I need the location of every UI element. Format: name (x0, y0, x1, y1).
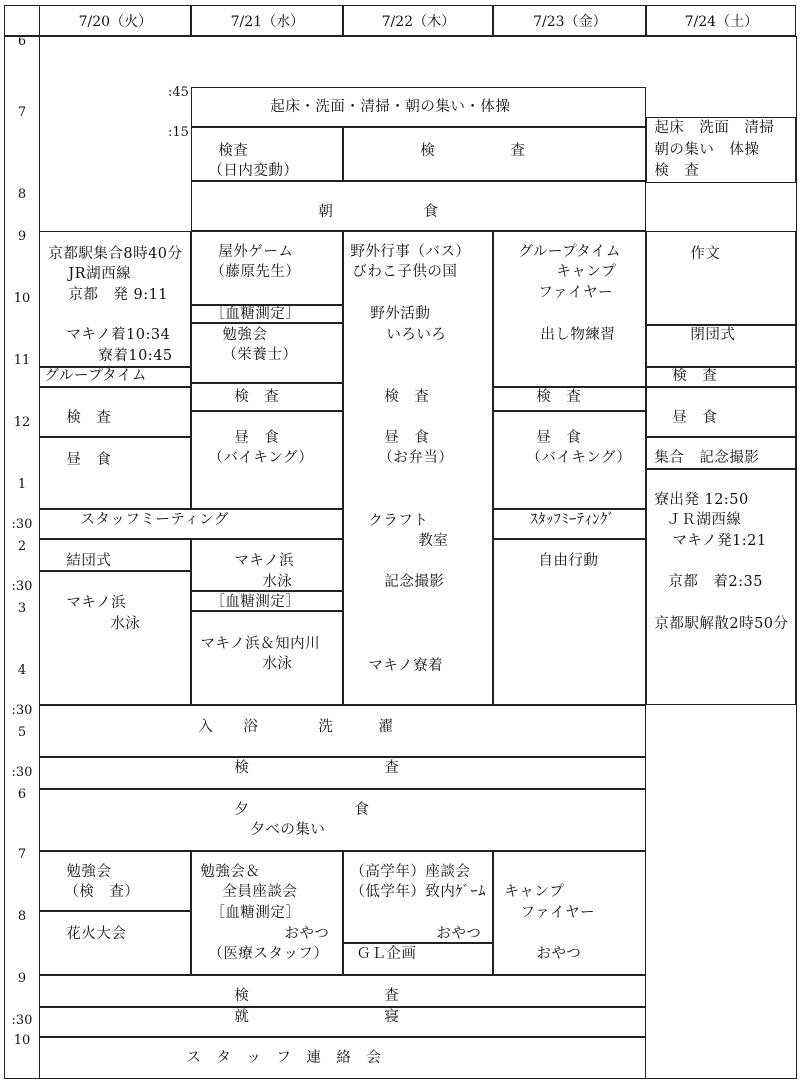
wed-study-2 (191, 851, 343, 975)
bath-laundry-text: 入 浴 洗 濯 (198, 719, 394, 736)
tue-swim-text: マキノ浜 (66, 595, 127, 612)
sat-morning-text: 検 査 (654, 163, 700, 180)
sat-essay (646, 231, 796, 325)
fri-exam-text: 検 査 (536, 389, 582, 406)
staff-liaison-text: ス タ ッ フ 連 絡 会 (186, 1050, 382, 1067)
tue-swim (39, 571, 191, 705)
wed-study-2-text: 全員座談会 (222, 884, 298, 901)
wed-exam-text: （日内変動） (208, 163, 299, 180)
thu-discussion-text: （高学年）座談会 (350, 864, 471, 881)
thu-fri-exam-text: 検 査 (420, 143, 526, 160)
wed-swim-2-text: 水泳 (262, 656, 293, 673)
hour-label: :45 (168, 85, 189, 100)
hour-label: 8 (17, 909, 27, 924)
bedtime-text: 就 寝 (234, 1009, 400, 1026)
hour-label: 1 (17, 477, 27, 492)
wed-study (191, 323, 343, 383)
fri-campfire-text: キャンプ (504, 884, 565, 901)
hour-label: 4 (17, 663, 27, 678)
wake-up-block (191, 87, 646, 127)
sat-closing (646, 325, 796, 367)
bath-laundry (39, 705, 646, 757)
header-corner (4, 5, 40, 36)
tue-exam (39, 387, 191, 437)
fri-group-time-text: キャンプ (556, 264, 617, 281)
tue-study (39, 851, 191, 911)
header-day-1: 7/20（火） (39, 5, 191, 36)
sat-exam-text: 検 査 (672, 368, 718, 385)
thu-outing-text: 野外活動 (370, 306, 431, 323)
hour-label: 10 (13, 1033, 31, 1048)
breakfast-text: 朝 食 (318, 204, 439, 221)
thu-discussion (343, 851, 493, 943)
night-exam (39, 975, 646, 1007)
wed-exam (191, 127, 343, 181)
tue-fireworks (39, 911, 191, 975)
thu-outing-text: クラフト (368, 513, 429, 530)
wed-blood-sugar-1-text: ［血糖測定］ (210, 306, 301, 323)
thu-discussion-text: （低学年）致内ｹﾞｰﾑ (350, 884, 486, 901)
fri-free-time-text: 自由行動 (538, 553, 599, 570)
fri-group-time-text: 出し物練習 (540, 327, 616, 344)
hour-label: 8 (17, 187, 27, 202)
wed-exam-text: 検査 (218, 143, 249, 160)
thu-outing-text: 教室 (418, 533, 449, 550)
fri-campfire-text: おやつ (536, 946, 582, 963)
fri-group-time-text: ファイヤー (538, 285, 614, 302)
tue-lunch-text: 昼 食 (66, 452, 112, 469)
staff-meeting-1 (39, 509, 343, 539)
fri-lunch-text: 昼 食 (536, 430, 582, 447)
hour-label: 10 (13, 291, 31, 306)
fri-campfire-text: ファイヤー (520, 905, 596, 922)
sat-photo (646, 437, 796, 469)
tue-lunch (39, 437, 191, 509)
thu-outing (343, 231, 493, 705)
header-day-2: 7/21（水） (191, 5, 343, 36)
thu-discussion-text: おやつ (436, 926, 482, 943)
wed-swim-1-text: 水泳 (262, 574, 293, 591)
hour-label: :15 (168, 125, 189, 140)
tue-fireworks-text: 花火大会 (66, 926, 127, 943)
breakfast (191, 181, 646, 231)
hour-label: 9 (17, 971, 27, 986)
wed-swim-1 (191, 539, 343, 591)
dinner (39, 789, 646, 851)
wed-outdoor-game-text: （藤原先生） (210, 264, 301, 281)
header-day-3: 7/22（木） (343, 5, 493, 36)
wed-study-text: 勉強会 (222, 327, 268, 344)
tue-travel (39, 231, 191, 367)
dinner-text: 夕 食 (234, 802, 370, 819)
header-day-5: 7/24（土） (646, 5, 796, 36)
hour-label: 11 (13, 353, 31, 368)
sat-departure-text: 寮出発 12:50 (654, 492, 749, 509)
wed-lunch (191, 411, 343, 509)
thu-outing-text: マキノ寮着 (368, 658, 444, 675)
tue-travel-text: 京都駅集合8時40分 (48, 246, 183, 263)
thu-outing-text: 野外行事（バス） (350, 244, 471, 261)
sat-departure-text: 京都 着2:35 (668, 574, 763, 591)
sat-departure-text: マキノ発1:21 (672, 533, 767, 550)
tue-group-time-text: グループタイム (44, 368, 147, 385)
sat-exam (646, 367, 796, 387)
wed-outdoor-game (191, 231, 343, 305)
wed-study-2-text: （医療スタッフ） (208, 946, 329, 963)
fri-group-time (493, 231, 646, 387)
staff-meeting-1-text: スタッフミーティング (80, 512, 229, 529)
sat-morning-text: 朝の集い 体操 (654, 142, 760, 159)
hour-label: 9 (17, 229, 27, 244)
fri-free-time (493, 539, 646, 705)
tue-study-text: （検 査） (64, 884, 140, 901)
dinner-text: 夕べの集い (250, 822, 326, 839)
wed-swim-2 (191, 611, 343, 705)
tue-study-text: 勉強会 (66, 864, 112, 881)
hour-label: :30 (11, 1013, 33, 1028)
hour-label: 6 (17, 787, 27, 802)
wed-swim-1-text: マキノ浜 (234, 553, 295, 570)
fri-staff-meeting-text: ｽﾀｯﾌﾐｰﾃｨﾝｸﾞ (530, 512, 616, 529)
evening-exam-text: 検 査 (234, 760, 400, 777)
sat-departure (646, 469, 796, 705)
hour-label: 7 (17, 105, 27, 120)
tue-travel-text: 京都 発 9:11 (68, 287, 169, 304)
wake-up-block-text: 起床・洗面・清掃・朝の集い・体操 (270, 99, 511, 116)
thu-outing-text: 検 査 (384, 389, 430, 406)
wed-study-2-text: 勉強会＆ (200, 864, 261, 881)
bedtime (39, 1007, 646, 1037)
night-exam-text: 検 査 (234, 988, 400, 1005)
wed-exam-2-text: 検 査 (234, 389, 280, 406)
sat-morning-text: 起床 洗面 清掃 (654, 120, 775, 137)
fri-staff-meeting (493, 509, 646, 539)
tue-group-time (39, 367, 191, 387)
sat-lunch (646, 387, 796, 437)
fri-lunch (493, 411, 646, 509)
tue-travel-text: 寮着10:45 (98, 348, 173, 365)
thu-outing-text: びわこ子供の国 (352, 264, 458, 281)
fri-campfire (493, 851, 646, 975)
wed-swim-2-text: マキノ浜＆知内川 (200, 636, 321, 653)
wed-exam-2 (191, 383, 343, 411)
tue-travel-text: マキノ着10:34 (66, 327, 171, 344)
hour-label: :30 (11, 517, 33, 532)
hour-label: 5 (17, 725, 27, 740)
sat-lunch-text: 昼 食 (672, 410, 718, 427)
fri-lunch-text: （バイキング） (526, 450, 632, 467)
thu-outing-text: いろいろ (386, 327, 447, 344)
hour-label: 6 (17, 34, 27, 49)
hour-label: :30 (11, 703, 33, 718)
wed-study-text: （栄養士） (222, 347, 298, 364)
tue-swim-text: 水泳 (110, 616, 141, 633)
hour-label: 2 (17, 539, 27, 554)
wed-study-2-text: おやつ (284, 926, 330, 943)
tue-closing-text: 結団式 (66, 553, 112, 570)
fri-exam (493, 387, 646, 411)
wed-study-2-text: ［血糖測定］ (210, 905, 301, 922)
wed-blood-sugar-1 (191, 305, 343, 323)
sat-closing-text: 閉団式 (690, 327, 736, 344)
sat-photo-text: 集合 記念撮影 (654, 450, 760, 467)
staff-liaison (39, 1037, 646, 1079)
wed-lunch-text: （バイキング） (208, 450, 314, 467)
header-day-4: 7/23（金） (493, 5, 646, 36)
thu-gl-plan-text: ＧＬ企画 (356, 946, 417, 963)
wed-lunch-text: 昼 食 (234, 430, 280, 447)
sat-morning (646, 117, 796, 183)
sat-departure-text: 京都駅解散2時50分 (654, 616, 789, 633)
hour-label: :30 (11, 579, 33, 594)
thu-fri-exam (343, 127, 646, 181)
wed-blood-sugar-2-text: ［血糖測定］ (210, 594, 301, 611)
thu-gl-plan (343, 943, 493, 975)
thu-outing-text: 昼 食 (384, 430, 430, 447)
tue-exam-text: 検 査 (66, 410, 112, 427)
tue-travel-text: JR湖西線 (68, 266, 132, 283)
hour-label: :30 (11, 765, 33, 780)
sat-departure-text: ＪＲ湖西線 (666, 512, 742, 529)
evening-exam (39, 757, 646, 789)
sat-essay-text: 作文 (690, 246, 721, 263)
wed-outdoor-game-text: 屋外ゲーム (218, 244, 294, 261)
thu-outing-text: （お弁当） (378, 450, 454, 467)
hour-label: 7 (17, 847, 27, 862)
hour-label: 12 (13, 415, 31, 430)
hour-label: 3 (17, 601, 27, 616)
fri-group-time-text: グループタイム (518, 244, 621, 261)
tue-closing (39, 539, 191, 571)
thu-outing-text: 記念撮影 (384, 574, 445, 591)
wed-blood-sugar-2 (191, 591, 343, 611)
